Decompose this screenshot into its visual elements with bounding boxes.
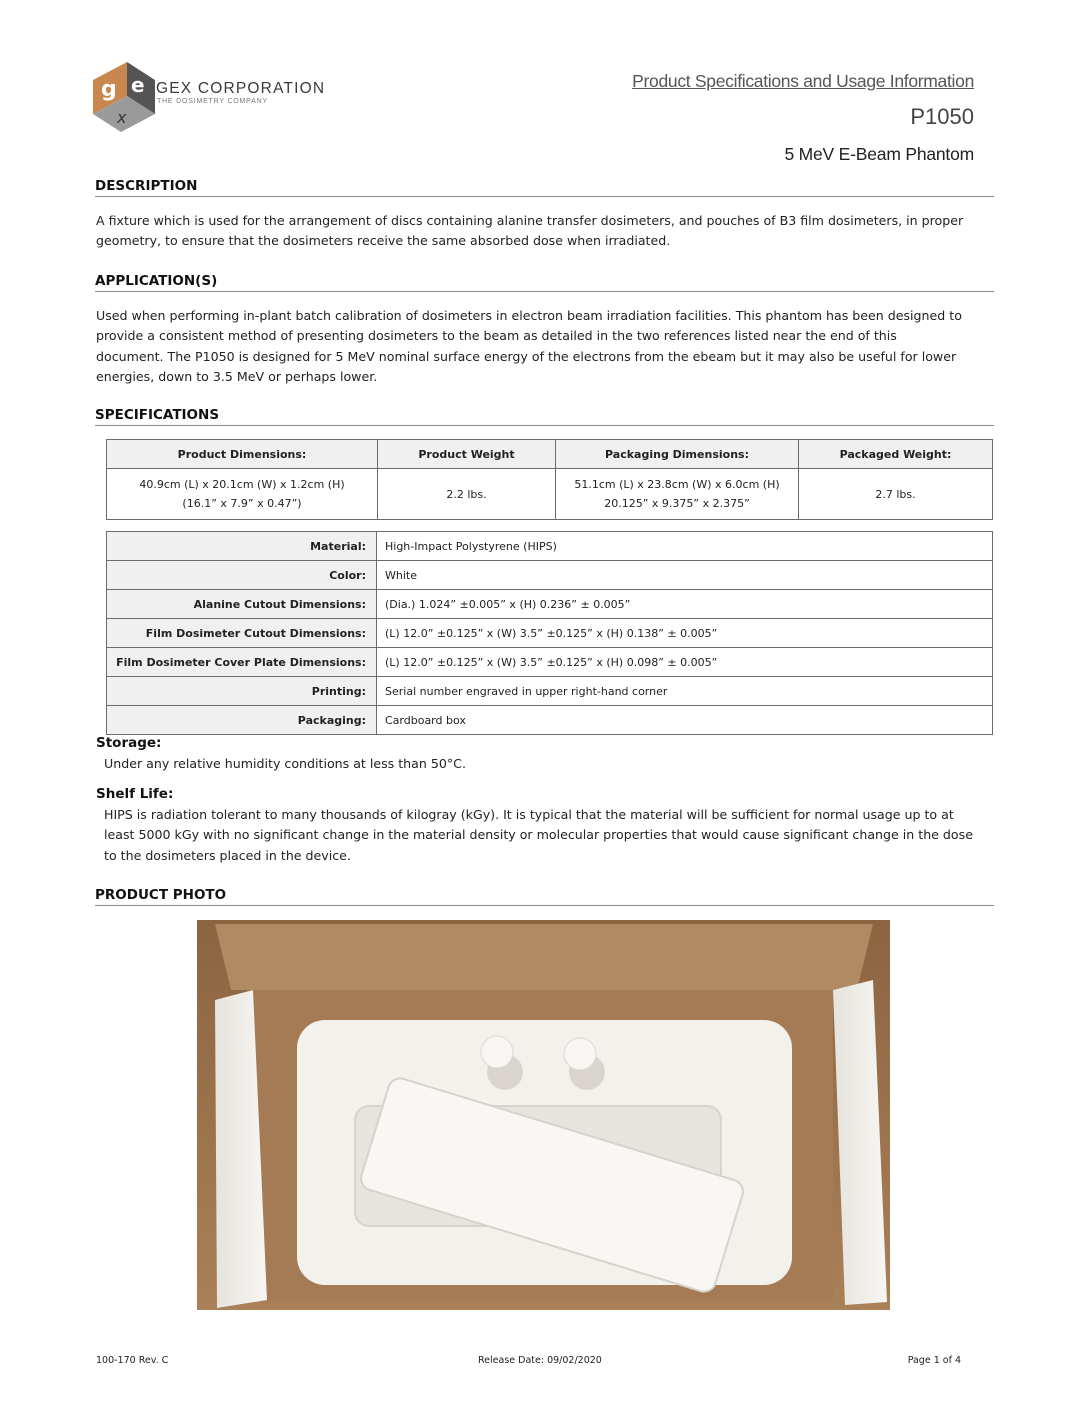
application-text — [96, 306, 996, 387]
spec-value: (L) 12.0” ±0.125” x (W) 3.5” ±0.125” x (H) 0.138” ± 0.005” — [377, 619, 993, 648]
company-tagline: THE DOSIMETRY COMPANY — [157, 98, 268, 105]
spec-label: Packaging: — [107, 706, 377, 735]
dimensions-weight-table — [106, 439, 993, 520]
storage-heading: Storage: — [96, 735, 162, 751]
cell-line: 51.1cm (L) x 23.8cm (W) x 6.0cm (H) — [574, 478, 780, 491]
spec-value: (Dia.) 1.024” ±0.005” x (H) 0.236” ± 0.005” — [377, 590, 993, 619]
spec-value: High-Impact Polystyrene (HIPS) — [377, 532, 993, 561]
application-line: provide a consistent method of presenting dosimeters to the beam as detailed in the two references listed near the end of this — [96, 328, 897, 344]
shelf-life-line: HIPS is radiation tolerant to many thousands of kilogray (kGy). It is typical that the material will be sufficient for normal usage up to at — [104, 807, 954, 822]
table-cell — [107, 469, 378, 520]
storage-text: Under any relative humidity conditions at less than 50°C. — [104, 756, 466, 771]
gex-logo-icon — [93, 62, 163, 132]
section-heading-specifications: SPECIFICATIONS — [95, 407, 994, 426]
table-cell — [799, 469, 993, 520]
table-row — [107, 706, 993, 735]
shelf-life-text — [104, 805, 996, 866]
spec-label: Material: — [107, 532, 377, 561]
logo-letter-e: e — [131, 73, 145, 97]
shelf-life-line: to the dosimeters placed in the device. — [104, 847, 351, 863]
product-name: 5 MeV E-Beam Phantom — [784, 144, 974, 164]
material-spec-table — [106, 531, 993, 735]
spec-value: Serial number engraved in upper right-hand corner — [377, 677, 993, 706]
column-header: Packaging Dimensions: — [556, 440, 799, 469]
table-row — [107, 532, 993, 561]
column-header: Product Dimensions: — [107, 440, 378, 469]
spec-value: White — [377, 561, 993, 590]
spec-label: Film Dosimeter Cutout Dimensions: — [107, 619, 377, 648]
table-row — [107, 677, 993, 706]
application-line: energies, down to 3.5 MeV or perhaps lower. — [96, 368, 378, 384]
spec-label: Film Dosimeter Cover Plate Dimensions: — [107, 648, 377, 677]
table-row — [107, 561, 993, 590]
cell-line: 2.2 lbs. — [446, 487, 487, 501]
footer-release-date: Release Date: 09/02/2020 — [478, 1355, 602, 1366]
cell-line: (16.1” x 7.9” x 0.47”) — [182, 497, 302, 510]
footer-doc-number: 100-170 Rev. C — [96, 1355, 169, 1366]
footer-page-number: Page 1 of 4 — [907, 1355, 961, 1366]
application-line: Used when performing in-plant batch calibration of dosimeters in electron beam irradiation facilities. This phantom has been designed to — [96, 308, 962, 323]
cell-line: 40.9cm (L) x 20.1cm (W) x 1.2cm (H) — [139, 478, 345, 491]
table-cell — [556, 469, 799, 520]
table-row — [107, 469, 993, 520]
spec-value: Cardboard box — [377, 706, 993, 735]
phantom-in-box-image — [197, 920, 890, 1310]
column-header: Product Weight — [378, 440, 556, 469]
spec-label: Alanine Cutout Dimensions: — [107, 590, 377, 619]
spec-label: Color: — [107, 561, 377, 590]
description-line: A fixture which is used for the arrangement of discs containing alanine transfer dosimeters, and pouches of B3 film dosimeters, in proper — [96, 213, 964, 228]
product-code: P1050 — [910, 104, 974, 129]
shelf-life-heading: Shelf Life: — [96, 786, 174, 802]
section-heading-product-photo: PRODUCT PHOTO — [95, 887, 994, 906]
logo-letter-x: x — [117, 108, 127, 127]
table-row — [107, 648, 993, 677]
table-row — [107, 619, 993, 648]
section-heading-application: APPLICATION(S) — [95, 273, 994, 292]
description-line: geometry, to ensure that the dosimeters receive the same absorbed dose when irradiated. — [96, 233, 671, 249]
cell-line: 2.7 lbs. — [875, 487, 916, 501]
description-text — [96, 211, 996, 252]
section-heading-description: DESCRIPTION — [95, 178, 994, 197]
document-type-title: Product Specifications and Usage Information — [632, 71, 974, 91]
column-header: Packaged Weight: — [799, 440, 993, 469]
cell-line: 20.125” x 9.375” x 2.375” — [604, 497, 750, 510]
logo-letter-g: g — [101, 77, 117, 102]
spec-value: (L) 12.0” ±0.125” x (W) 3.5” ±0.125” x (H) 0.098” ± 0.005” — [377, 648, 993, 677]
table-row — [107, 590, 993, 619]
table-cell — [378, 469, 556, 520]
shelf-life-line: least 5000 kGy with no significant change in the material density or molecular properties that would cause significant change in the dose — [104, 827, 973, 843]
product-photo — [197, 920, 890, 1310]
company-name: GEX CORPORATION — [156, 80, 326, 97]
table-header-row — [107, 440, 993, 469]
spec-label: Printing: — [107, 677, 377, 706]
application-line: document. The P1050 is designed for 5 MeV nominal surface energy of the electrons from the ebeam but it may also be useful for lower — [96, 348, 957, 364]
